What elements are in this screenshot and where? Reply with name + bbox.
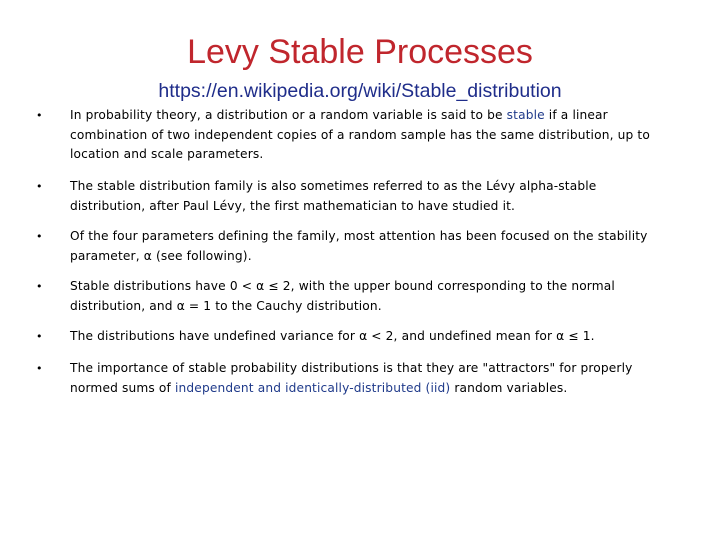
bullet-text — [70, 177, 682, 216]
bullet-line: The distributions have undefined variance for α < 2, and undefined mean for α ≤ 1. — [70, 329, 595, 343]
slide-title: Levy Stable Processes — [187, 33, 533, 71]
text-run: In probability theory, a distribution or a random variable is said to be — [70, 108, 507, 122]
bullet-text — [70, 227, 682, 266]
bullet-icon: • — [36, 330, 43, 343]
bullet-line — [70, 379, 682, 399]
bullet-line: The stable distribution family is also sometimes referred to as the Lévy alpha-stable — [70, 179, 597, 193]
bullet-icon: • — [36, 180, 43, 193]
source-url[interactable]: https://en.wikipedia.org/wiki/Stable_distribution — [158, 80, 562, 102]
bullet-icon: • — [36, 109, 43, 122]
bullet-line: Of the four parameters defining the family, most attention has been focused on the stability — [70, 229, 648, 243]
text-run: normed sums of — [70, 380, 175, 395]
bullet-icon: • — [36, 362, 43, 375]
bullet-text — [70, 277, 682, 316]
bullet-text — [70, 106, 682, 165]
bullet-line — [70, 106, 682, 126]
iid-link[interactable]: independent and identically-distributed (iid) — [175, 380, 451, 395]
bullet-line: distribution, and α = 1 to the Cauchy distribution. — [70, 298, 382, 313]
bullet-text — [70, 359, 682, 398]
bullet-line: The importance of stable probability distributions is that they are "attractors" for properly — [70, 361, 633, 375]
bullet-icon: • — [36, 280, 43, 293]
stable-link[interactable]: stable — [506, 108, 545, 122]
bullet-line: location and scale parameters. — [70, 147, 264, 161]
text-run: random variables. — [450, 380, 568, 395]
bullet-icon: • — [36, 230, 43, 243]
bullet-line: Stable distributions have 0 < α ≤ 2, with the upper bound corresponding to the normal — [70, 279, 615, 293]
text-run: if a linear — [544, 108, 608, 122]
bullet-line: combination of two independent copies of a random sample has the same distribution, up to — [70, 127, 650, 142]
bullet-line: distribution, after Paul Lévy, the first mathematician to have studied it. — [70, 198, 516, 213]
bullet-text — [70, 327, 682, 347]
bullet-line: parameter, α (see following). — [70, 248, 252, 263]
